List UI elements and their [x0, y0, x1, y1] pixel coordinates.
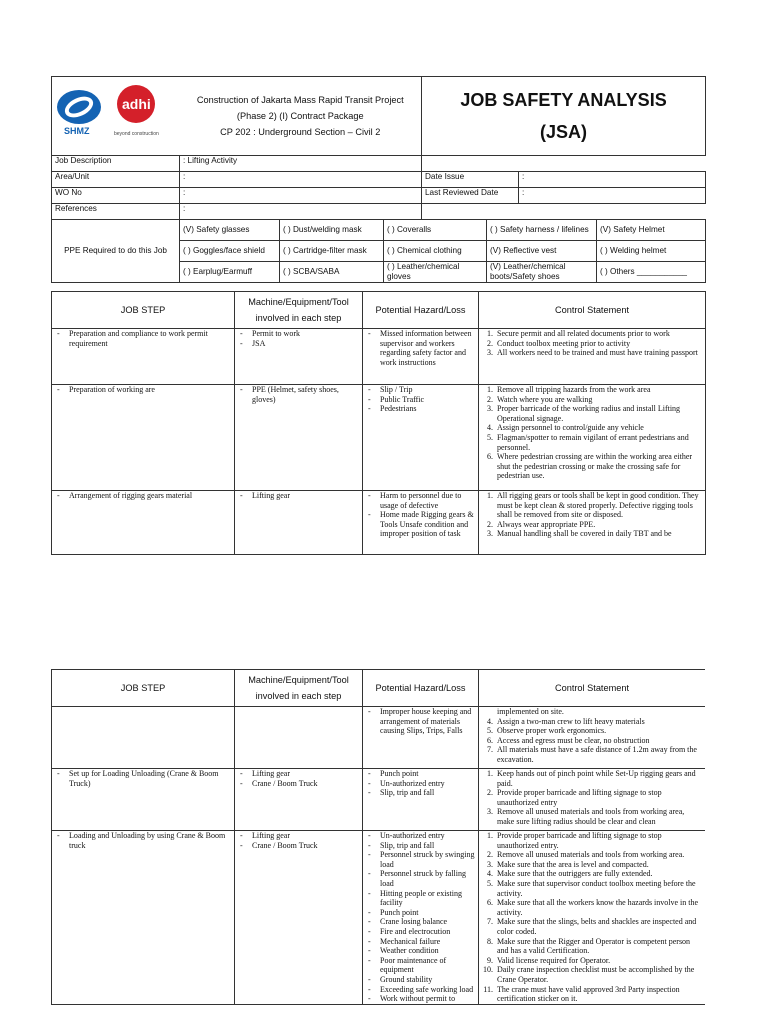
- equipment-cell: [235, 329, 363, 385]
- equipment-item: - Permit to work: [252, 329, 359, 339]
- wo-label: WO No: [52, 188, 180, 204]
- equipment-cell: [235, 385, 363, 491]
- control-item: 9. Valid license required for Operator.: [495, 956, 702, 966]
- control-item: 1. Provide proper barricade and lifting signage to stop unauthorized entry.: [495, 831, 702, 850]
- project-line-3: CP 202 : Underground Section – Civil 2: [220, 127, 381, 137]
- jsa-table-page-2: [51, 669, 705, 1024]
- hazard-item: - Punch point: [380, 908, 475, 918]
- control-item: 3. All workers need to be trained and must have training passport: [495, 348, 702, 358]
- control-item: 6. Make sure that all the workers know the hazards involve in the activity.: [495, 898, 702, 917]
- title-cell: [422, 77, 706, 156]
- control-item: 5. Make sure that supervisor conduct toolbox meeting before the activity.: [495, 879, 702, 898]
- hazard-cell: [363, 831, 479, 1005]
- ppe-item: ( ) SCBA/SABA: [280, 262, 384, 283]
- header-job-step: JOB STEP: [52, 670, 235, 707]
- control-item: 1. Secure permit and all related documents prior to work: [495, 329, 702, 339]
- hazard-item: - Personnel struck by falling load: [380, 869, 475, 888]
- control-cell: [479, 831, 706, 1005]
- equipment-cell: [235, 707, 363, 769]
- control-list: [482, 717, 702, 765]
- jsa-rows: [52, 329, 706, 555]
- header-hazard: Potential Hazard/Loss: [363, 670, 479, 707]
- ppe-label: PPE Required to do this Job: [52, 220, 180, 283]
- hazard-item: - Pedestrians: [380, 404, 475, 414]
- job-step-cell: [52, 707, 235, 769]
- control-cell: [479, 769, 706, 831]
- hazard-item: - Personnel struck by swinging load: [380, 850, 475, 869]
- header-machine: Machine/Equipment/Tool involved in each step: [235, 292, 363, 329]
- equipment-list: [238, 385, 359, 404]
- job-step-item: - Set up for Loading Unloading (Crane & Boom Truck): [69, 769, 231, 788]
- job-step-cell: [52, 831, 235, 1005]
- equipment-item: - PPE (Helmet, safety shoes, gloves): [252, 385, 359, 404]
- control-item: 5. Observe proper work ergonomics.: [495, 726, 702, 736]
- hazard-cell: [363, 769, 479, 831]
- equipment-item: - Crane / Boom Truck: [252, 841, 359, 851]
- job-description-value: : Lifting Activity: [180, 156, 422, 172]
- equipment-item: - Lifting gear: [252, 769, 359, 779]
- control-item: 1. Keep hands out of pinch point while Set-Up rigging gears and paid.: [495, 769, 702, 788]
- control-item: 4. Assign a two-man crew to lift heavy materials: [495, 717, 702, 727]
- ppe-item: ( ) Dust/welding mask: [280, 220, 384, 241]
- control-continuation: implemented on site.: [497, 707, 564, 716]
- last-reviewed-label: Last Reviewed Date: [422, 188, 519, 204]
- page-1: [51, 76, 705, 283]
- svg-text:adhi: adhi: [122, 96, 151, 112]
- hazard-item: - Hitting people or existing facility: [380, 889, 475, 908]
- wo-value: :: [180, 188, 422, 204]
- ppe-item: (V) Reflective vest: [487, 241, 597, 262]
- job-step-list: [55, 491, 231, 501]
- hazard-item: - Missed information between supervisor and workers regarding safety factor and work instructions: [380, 329, 475, 367]
- jsa-rows: [52, 707, 706, 1005]
- equipment-list: [238, 769, 359, 788]
- header-table: [51, 76, 706, 220]
- svg-text:SHMZ: SHMZ: [64, 126, 90, 136]
- job-step-cell: [52, 491, 235, 555]
- references-value: :: [180, 204, 422, 220]
- control-item: 1. Remove all tripping hazards from the work area: [495, 385, 702, 395]
- control-item: 8. Make sure that the Rigger and Operator is competent person and has a valid Certification.: [495, 937, 702, 956]
- area-label: Area/Unit: [52, 172, 180, 188]
- ppe-item: ( ) Goggles/face shield: [180, 241, 280, 262]
- control-item: 2. Provide proper barricade and lifting signage to stop unauthorized entry: [495, 788, 702, 807]
- ppe-item: (V) Leather/chemical boots/Safety shoes: [487, 262, 597, 283]
- control-item: 3. Remove all unused materials and tools from working area, make sure lifting radius should be clear and clean: [495, 807, 702, 826]
- control-list: [482, 329, 702, 358]
- control-item: 7. All materials must have a safe distance of 1.2m away from the excavation.: [495, 745, 702, 764]
- control-item: 3. Manual handling shall be covered in daily TBT and be: [495, 529, 702, 539]
- job-step-cell: [52, 385, 235, 491]
- control-cell: [479, 385, 706, 491]
- header-control: Control Statement: [479, 670, 706, 707]
- control-item: 6. Access and egress must be clear, no obstruction: [495, 736, 702, 746]
- ppe-item: ( ) Cartridge-filter mask: [280, 241, 384, 262]
- equipment-item: - Lifting gear: [252, 491, 359, 501]
- hazard-cell: [363, 707, 479, 769]
- hazard-item: - Slip, trip and fall: [380, 841, 475, 851]
- header-job-step: JOB STEP: [52, 292, 235, 329]
- hazard-list: [366, 491, 475, 539]
- hazard-list: [366, 831, 475, 1004]
- control-item: 7. Make sure that the slings, belts and shackles are inspected and color coded.: [495, 917, 702, 936]
- hazard-item: - Harm to personnel due to usage of defective: [380, 491, 475, 510]
- hazard-item: - Weather condition: [380, 946, 475, 956]
- job-step-list: [55, 385, 231, 395]
- ppe-item: ( ) Safety harness / lifelines: [487, 220, 597, 241]
- area-value: :: [180, 172, 422, 188]
- ppe-item: ( ) Chemical clothing: [384, 241, 487, 262]
- hazard-item: - Un-authorized entry: [380, 779, 475, 789]
- hazard-cell: [363, 491, 479, 555]
- equipment-list: [238, 329, 359, 348]
- equipment-item: - JSA: [252, 339, 359, 349]
- equipment-cell: [235, 491, 363, 555]
- control-item: 3. Make sure that the area is level and compacted.: [495, 860, 702, 870]
- control-item: 10. Daily crane inspection checklist must be accomplished by the Crane Operator.: [495, 965, 702, 984]
- control-item: 2. Conduct toolbox meeting prior to activity: [495, 339, 702, 349]
- document-title-abbr: (JSA): [540, 122, 588, 142]
- control-item: 1. All rigging gears or tools shall be kept in good condition. They must be kept clean & stored properly. Defective rigging tools shall be removed from site or disposed.: [495, 491, 702, 520]
- project-line-2: (Phase 2) (I) Contract Package: [236, 111, 364, 121]
- ppe-item: ( ) Earplug/Earmuff: [180, 262, 280, 283]
- job-step-cell: [52, 329, 235, 385]
- document-title: JOB SAFETY ANALYSIS: [460, 90, 667, 110]
- date-issue-label: Date Issue: [422, 172, 519, 188]
- control-cell: [479, 491, 706, 555]
- hazard-cell: [363, 385, 479, 491]
- equipment-cell: [235, 831, 363, 1005]
- table-row: [52, 491, 706, 555]
- control-item: 2. Watch where you are walking: [495, 395, 702, 405]
- hazard-item: - Ground stability: [380, 975, 475, 985]
- header-control: Control Statement: [479, 292, 706, 329]
- equipment-list: [238, 831, 359, 850]
- hazard-item: - Crane losing balance: [380, 917, 475, 927]
- hazard-item: - Work without permit to: [380, 994, 475, 1004]
- job-step-cell: [52, 769, 235, 831]
- control-item: 11. The crane must have valid approved 3rd Party inspection certification sticker on it.: [495, 985, 702, 1004]
- job-step-item: - Arrangement of rigging gears material: [69, 491, 231, 501]
- hazard-list: [366, 707, 475, 736]
- equipment-item: - Lifting gear: [252, 831, 359, 841]
- hazard-item: - Exceeding safe working load: [380, 985, 475, 995]
- ppe-item: ( ) Others ___________: [597, 262, 706, 283]
- ppe-item: ( ) Leather/chemical gloves: [384, 262, 487, 283]
- control-list: [482, 769, 702, 827]
- hazard-item: - Slip / Trip: [380, 385, 475, 395]
- ppe-item: ( ) Coveralls: [384, 220, 487, 241]
- header-hazard: Potential Hazard/Loss: [363, 292, 479, 329]
- control-list: [482, 385, 702, 481]
- job-step-item: - Preparation of working are: [69, 385, 231, 395]
- control-cell: [479, 707, 706, 769]
- control-cell: [479, 329, 706, 385]
- shmz-logo-icon: [52, 77, 180, 155]
- references-label: References: [52, 204, 180, 220]
- hazard-item: - Un-authorized entry: [380, 831, 475, 841]
- svg-text:beyond construction: beyond construction: [114, 131, 159, 137]
- hazard-list: [366, 329, 475, 367]
- hazard-item: - Public Traffic: [380, 395, 475, 405]
- hazard-list: [366, 769, 475, 798]
- date-issue-value: :: [519, 172, 706, 188]
- hazard-item: - Mechanical failure: [380, 937, 475, 947]
- hazard-item: - Home made Rigging gears & Tools Unsafe condition and improper position of task: [380, 510, 475, 539]
- job-step-list: [55, 831, 231, 850]
- logos-cell: [52, 77, 180, 156]
- control-list: [482, 831, 702, 1004]
- job-step-list: [55, 769, 231, 788]
- control-item: 6. Where pedestrian crossing are within the working area either shut the pedestrian crossing or make the crossing safe for pedestrian use.: [495, 452, 702, 481]
- hazard-item: - Fire and electrocution: [380, 927, 475, 937]
- table-row: [52, 329, 706, 385]
- hazard-list: [366, 385, 475, 414]
- table-row: [52, 707, 706, 769]
- equipment-list: [238, 491, 359, 501]
- hazard-cell: [363, 329, 479, 385]
- job-step-list: [55, 329, 231, 348]
- job-description-label: Job Description: [52, 156, 180, 172]
- hazard-item: - Slip, trip and fall: [380, 788, 475, 798]
- equipment-item: - Crane / Boom Truck: [252, 779, 359, 789]
- ppe-item: (V) Safety Helmet: [597, 220, 706, 241]
- control-item: 4. Assign personnel to control/guide any vehicle: [495, 423, 702, 433]
- jsa-table-page-1: [51, 291, 705, 555]
- job-step-item: - Preparation and compliance to work permit requirement: [69, 329, 231, 348]
- control-item: 5. Flagman/spotter to remain vigilant of errant pedestrians and personnel.: [495, 433, 702, 452]
- ppe-item: ( ) Welding helmet: [597, 241, 706, 262]
- equipment-cell: [235, 769, 363, 831]
- control-item: 4. Make sure that the outriggers are fully extended.: [495, 869, 702, 879]
- header-machine: Machine/Equipment/Tool involved in each step: [235, 670, 363, 707]
- control-item: 2. Always wear appropriate PPE.: [495, 520, 702, 530]
- hazard-item: - Improper house keeping and arrangement of materials causing Slips, Trips, Falls: [380, 707, 475, 736]
- hazard-item: - Poor maintenance of equipment: [380, 956, 475, 975]
- control-item: 2. Remove all unused materials and tools from working area.: [495, 850, 702, 860]
- last-reviewed-value: :: [519, 188, 706, 204]
- project-line-1: Construction of Jakarta Mass Rapid Transit Project: [196, 95, 404, 105]
- ppe-table: [51, 219, 706, 283]
- project-cell: [180, 77, 422, 156]
- hazard-item: - Punch point: [380, 769, 475, 779]
- table-row: [52, 385, 706, 491]
- job-step-item: - Loading and Unloading by using Crane & Boom truck: [69, 831, 231, 850]
- table-row: [52, 831, 706, 1005]
- control-item: 3. Proper barricade of the working radius and install Lifting Operational signage.: [495, 404, 702, 423]
- control-list: [482, 491, 702, 539]
- ppe-item: (V) Safety glasses: [180, 220, 280, 241]
- table-row: [52, 769, 706, 831]
